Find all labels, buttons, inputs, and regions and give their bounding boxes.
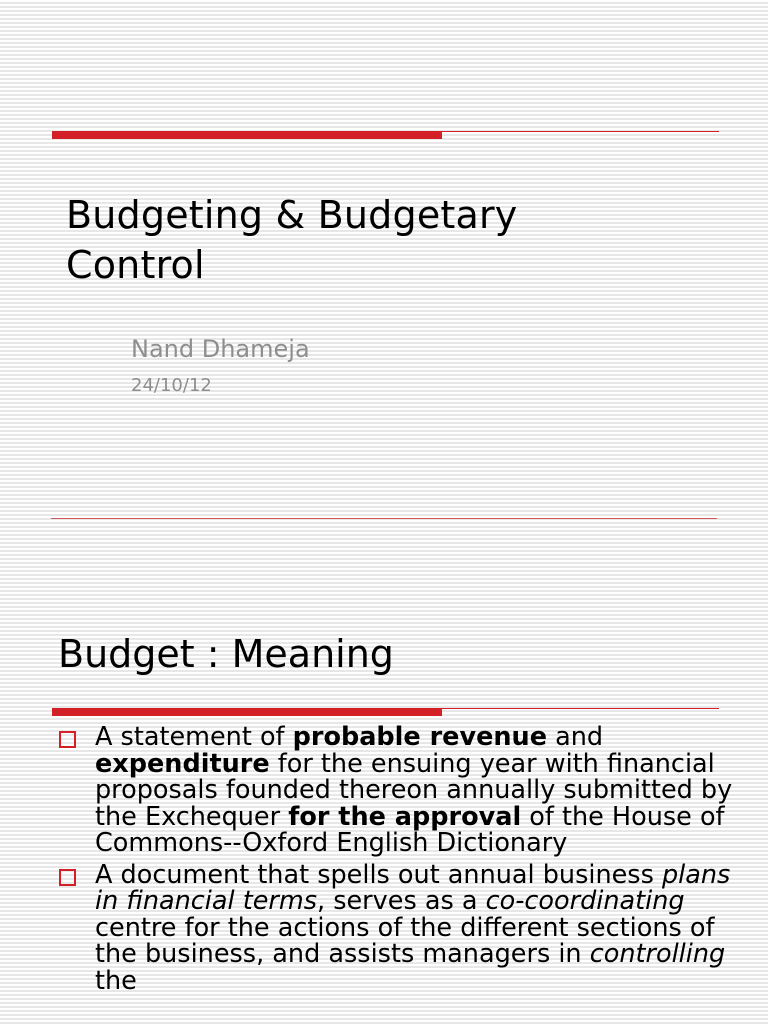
slide-title-line-1: Budgeting & Budgetary [66,193,518,237]
emphasis-for-the-approval: for the approval [288,801,522,832]
slide-heading: Budget : Meaning [58,632,394,676]
emphasis-controlling: controlling [589,939,726,969]
heading-accent-bar [52,708,442,716]
presentation-date: 24/10/12 [131,375,212,396]
content-slide [0,548,768,1024]
heading-accent-line [442,708,719,709]
checkbox-bullet-icon [59,869,76,886]
slide-divider [51,518,717,519]
emphasis-probable-revenue: probable revenue [292,722,547,752]
title-accent-bar [52,131,442,139]
title-accent-line [442,131,719,132]
emphasis-plans-in-financial-terms: plans in financial terms [95,859,731,916]
slide-title-line-2: Control [66,243,205,287]
emphasis-co-coordinating: co-coordinating [485,886,685,916]
bullet-item-definition-oxford: A statement of probable revenue and expenditure for the ensuing year with financial proposals founded thereon annually submitted by the Exchequer for the approval of the House of Commons--Oxford English Dictionary [58,724,748,857]
checkbox-bullet-icon [59,731,76,748]
emphasis-expenditure: expenditure [95,748,270,779]
slide-title [66,190,706,290]
author-name: Nand Dhameja [131,335,310,363]
bullet-list [58,724,748,999]
bullet-item-definition-document: A document that spells out annual business plans in financial terms, serves as a co-coordinating centre for the actions of the different sections of the business, and assists managers in controlling the [58,862,748,995]
